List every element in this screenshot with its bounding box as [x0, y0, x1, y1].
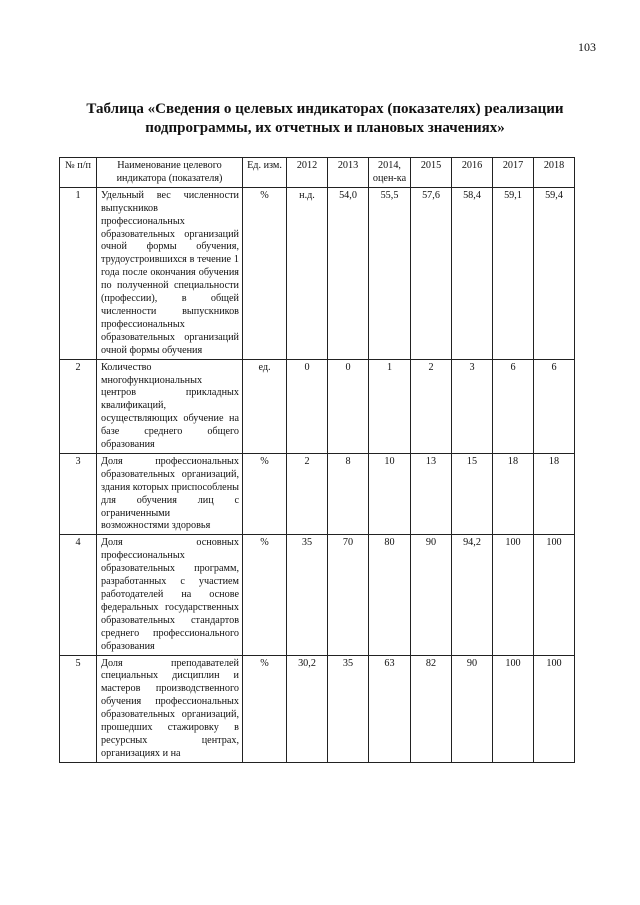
row-num: 5	[60, 655, 97, 762]
row-value-2013: 8	[328, 453, 369, 534]
header-name: Наименование целевого индикатора (показателя)	[97, 158, 243, 188]
header-year-2015: 2015	[411, 158, 452, 188]
row-value-2013: 35	[328, 655, 369, 762]
row-value-2018: 100	[534, 655, 575, 762]
table-row	[60, 359, 575, 453]
row-value-2016: 3	[452, 359, 493, 453]
indicators-table	[59, 157, 575, 763]
row-value-2014: 1	[369, 359, 411, 453]
row-value-2012: 2	[287, 453, 328, 534]
row-name: Удельный вес численности выпускников профессиональных образовательных организаций очной формы обучения, трудоустроившихся в течение 1 года после окончания обучения по полученной специальности (профессии), в общей численности выпускников профессиональных образовательных организаций очной формы обучения	[97, 187, 243, 359]
row-value-2018: 6	[534, 359, 575, 453]
row-unit: %	[243, 453, 287, 534]
row-name: Доля основных профессиональных образовательных программ, разработанных с участием работодателей на основе федеральных государственных образовательных стандартов среднего профессионального образования	[97, 535, 243, 655]
row-num: 2	[60, 359, 97, 453]
row-num: 3	[60, 453, 97, 534]
row-value-2014: 63	[369, 655, 411, 762]
row-value-2015: 2	[411, 359, 452, 453]
row-name: Доля профессиональных образовательных организаций, здания которых приспособлены для обучения лиц с ограниченными возможностями здоровья	[97, 453, 243, 534]
header-year-2016: 2016	[452, 158, 493, 188]
row-value-2017: 100	[493, 535, 534, 655]
row-value-2013: 0	[328, 359, 369, 453]
row-unit: %	[243, 535, 287, 655]
page-number: 103	[578, 40, 596, 54]
table-title-line-1: Таблица «Сведения о целевых индикаторах (показателях) реализации	[86, 101, 564, 117]
row-value-2015: 57,6	[411, 187, 452, 359]
table-row	[60, 453, 575, 534]
row-value-2018: 59,4	[534, 187, 575, 359]
row-value-2017: 59,1	[493, 187, 534, 359]
table-title-line-2: подпрограммы, их отчетных и плановых значениях»	[145, 120, 505, 136]
row-value-2012: 30,2	[287, 655, 328, 762]
row-value-2012: н.д.	[287, 187, 328, 359]
header-year-2014: 2014, оцен-ка	[369, 158, 411, 188]
row-value-2017: 100	[493, 655, 534, 762]
header-year-2013: 2013	[328, 158, 369, 188]
header-unit: Ед. изм.	[243, 158, 287, 188]
row-value-2016: 90	[452, 655, 493, 762]
row-value-2014: 55,5	[369, 187, 411, 359]
row-value-2017: 6	[493, 359, 534, 453]
table-row	[60, 655, 575, 762]
row-value-2013: 54,0	[328, 187, 369, 359]
row-name: Количество многофункциональных центров прикладных квалификаций, осуществляющих обучение на базе среднего общего образования	[97, 359, 243, 453]
row-value-2015: 13	[411, 453, 452, 534]
row-value-2014: 80	[369, 535, 411, 655]
header-year-2012: 2012	[287, 158, 328, 188]
row-value-2013: 70	[328, 535, 369, 655]
row-value-2018: 100	[534, 535, 575, 655]
row-value-2015: 90	[411, 535, 452, 655]
header-num: № п/п	[60, 158, 97, 188]
row-unit: %	[243, 187, 287, 359]
row-name: Доля преподавателей специальных дисциплин и мастеров производственного обучения профессиональных образовательных организаций, прошедших стажировку в ресурсных центрах, организациях и на	[97, 655, 243, 762]
table-header-row	[60, 158, 575, 188]
header-year-2018: 2018	[534, 158, 575, 188]
row-value-2016: 58,4	[452, 187, 493, 359]
row-unit: %	[243, 655, 287, 762]
row-value-2016: 94,2	[452, 535, 493, 655]
row-num: 1	[60, 187, 97, 359]
table-row	[60, 187, 575, 359]
header-year-2017: 2017	[493, 158, 534, 188]
table-title	[60, 100, 590, 138]
table-row	[60, 535, 575, 655]
row-value-2016: 15	[452, 453, 493, 534]
row-value-2012: 35	[287, 535, 328, 655]
row-unit: ед.	[243, 359, 287, 453]
row-value-2017: 18	[493, 453, 534, 534]
row-value-2014: 10	[369, 453, 411, 534]
row-num: 4	[60, 535, 97, 655]
row-value-2018: 18	[534, 453, 575, 534]
row-value-2015: 82	[411, 655, 452, 762]
row-value-2012: 0	[287, 359, 328, 453]
